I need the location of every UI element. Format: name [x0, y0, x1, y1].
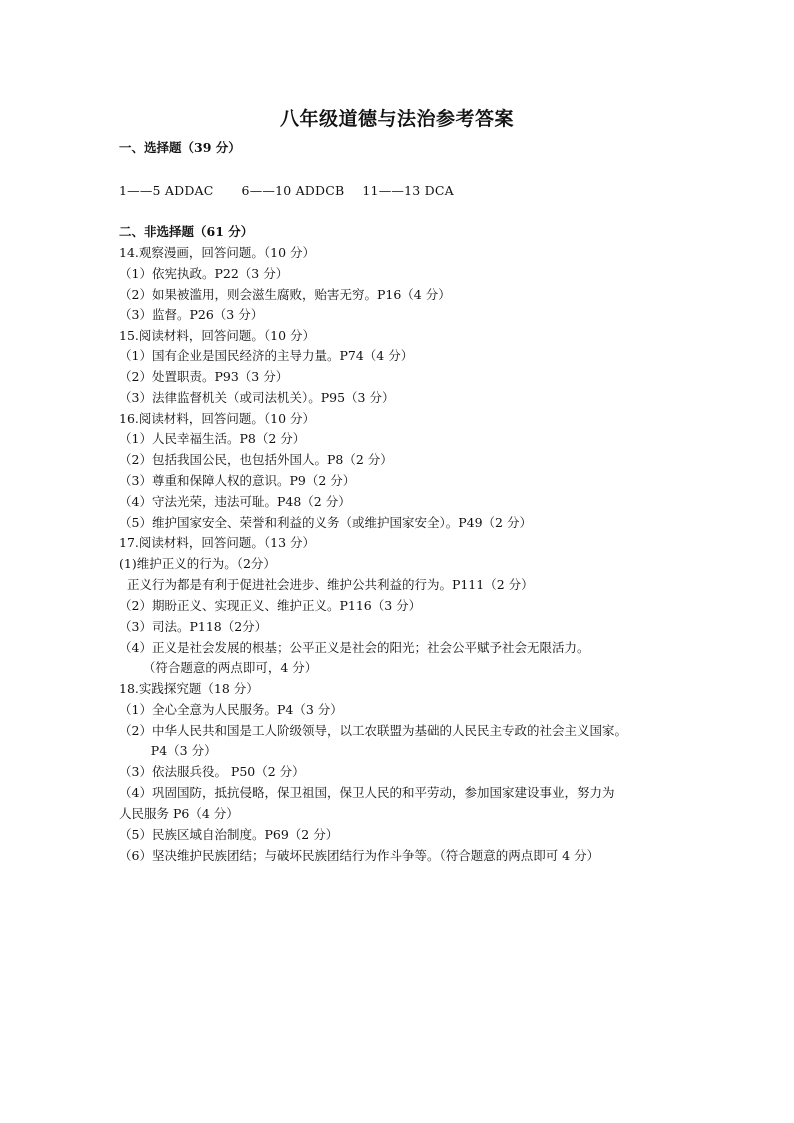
- question-17-header: 17.阅读材料，回答问题。（13 分）: [119, 535, 316, 550]
- question-16-answer-3: （3）尊重和保障人权的意识。P9（2 分）: [119, 473, 356, 488]
- question-14-answer-1: （1）依宪执政。P22（3 分）: [119, 266, 289, 281]
- question-18-answer-4-continued: 人民服务 P6（4 分）: [119, 806, 239, 821]
- question-18-header: 18.实践探究题（18 分）: [119, 681, 259, 696]
- question-18-answer-2: （2）中华人民共和国是工人阶级领导，以工农联盟为基础的人民民主专政的社会主义国家。: [119, 723, 627, 738]
- choice-answers-group-1: 1——5 ADDAC: [119, 183, 214, 198]
- choice-answers-line: [119, 183, 454, 199]
- question-14-answer-2: （2）如果被滥用，则会滋生腐败，贻害无穷。P16（4 分）: [119, 287, 451, 302]
- question-18-answer-3: （3）依法服兵役。 P50（2 分）: [119, 764, 305, 779]
- question-17-answer-1-detail: 正义行为都是有利于促进社会进步、维护公共利益的行为。P111（2 分）: [119, 577, 534, 592]
- question-18-answer-4: （4）巩固国防，抵抗侵略，保卫祖国，保卫人民的和平劳动，参加国家建设事业，努力为: [119, 785, 615, 800]
- choice-answers-group-2: 6——10 ADDCB: [241, 183, 345, 198]
- question-16-answer-1: （1）人民幸福生活。P8（2 分）: [119, 431, 306, 446]
- question-17-answer-3: （3）司法。P118（2分）: [119, 619, 268, 634]
- section-2-heading: 二、非选择题（61 分）: [119, 224, 254, 239]
- question-18-answer-5: （5）民族区域自治制度。P69（2 分）: [119, 827, 339, 842]
- question-15-answer-3: （3）法律监督机关（或司法机关）。P95（3 分）: [119, 390, 395, 405]
- question-16-answer-5: （5）维护国家安全、荣誉和利益的义务（或维护国家安全）。P49（2 分）: [119, 515, 532, 530]
- question-16-header: 16.阅读材料，回答问题。（10 分）: [119, 411, 316, 426]
- question-14-header: 14.观察漫画，回答问题。（10 分）: [119, 245, 316, 260]
- question-15-answer-2: （2）处置职责。P93（3 分）: [119, 369, 289, 384]
- question-17-answer-4: （4）正义是社会发展的根基；公平正义是社会的阳光；社会公平赋予社会无限活力。: [119, 640, 590, 655]
- question-15-answer-1: （1）国有企业是国民经济的主导力量。P74（4 分）: [119, 348, 414, 363]
- question-16-answer-4: （4）守法光荣，违法可耻。P48（2 分）: [119, 494, 351, 509]
- section-1-heading: 一、选择题（39 分）: [119, 140, 241, 155]
- question-15-header: 15.阅读材料，回答问题。（10 分）: [119, 328, 316, 343]
- document-title: 八年级道德与法治参考答案: [279, 108, 514, 130]
- question-17-answer-1: (1)维护正义的行为。（2分）: [119, 556, 276, 571]
- question-14-answer-3: （3）监督。P26（3 分）: [119, 307, 264, 322]
- question-18-answer-2-page: P4（3 分）: [119, 743, 217, 758]
- question-18-answer-6: （6）坚决维护民族团结；与破坏民族团结行为作斗争等。（符合题意的两点即可 4 分）: [119, 848, 600, 863]
- question-18-answer-1: （1）全心全意为人民服务。P4（3 分）: [119, 702, 343, 717]
- choice-answers-group-3: 11——13 DCA: [362, 183, 454, 198]
- question-16-answer-2: （2）包括我国公民，也包括外国人。P8（2 分）: [119, 452, 393, 467]
- question-17-answer-2: （2）期盼正义、实现正义、维护正义。P116（3 分）: [119, 598, 422, 613]
- question-17-answer-4-note: （符合题意的两点即可，4 分）: [119, 660, 318, 675]
